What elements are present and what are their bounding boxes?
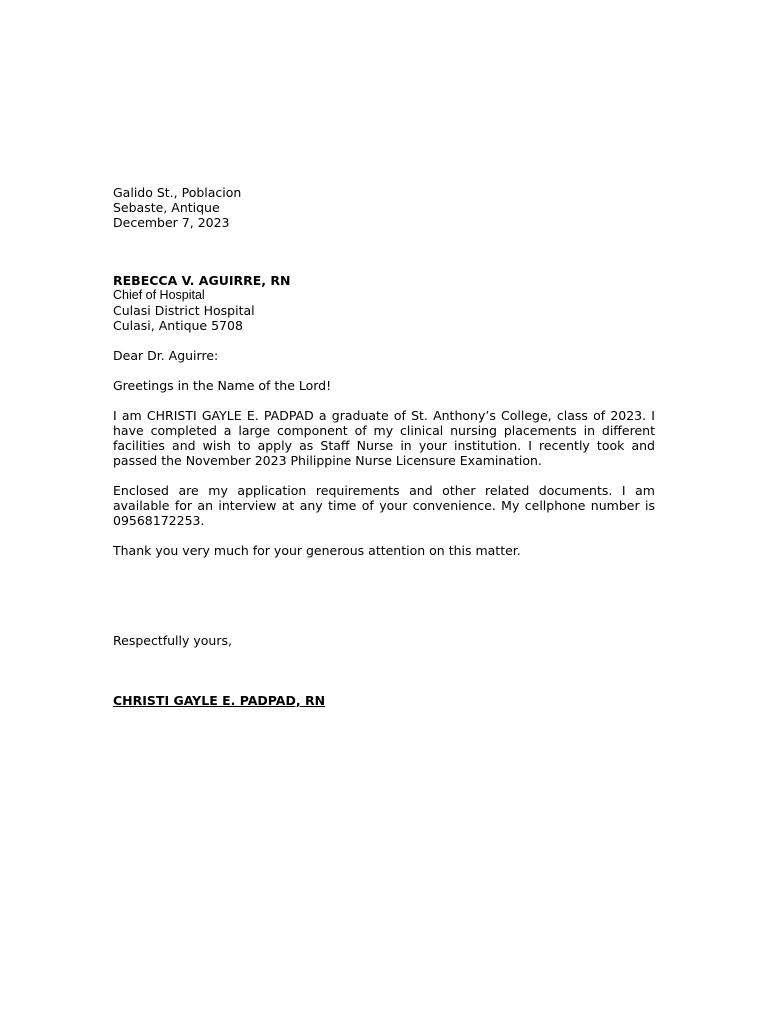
recipient-name: REBECCA V. AGUIRRE, RN <box>113 273 291 288</box>
recipient-institution: Culasi District Hospital <box>113 303 255 318</box>
recipient-address-line: Culasi, Antique 5708 <box>113 318 243 333</box>
greeting: Greetings in the Name of the Lord! <box>113 378 332 393</box>
sender-town: Sebaste, Antique <box>113 200 220 215</box>
letter-date: December 7, 2023 <box>113 215 230 230</box>
recipient-address <box>113 273 655 333</box>
recipient-position: Chief of Hospital <box>113 288 205 302</box>
body-paragraph-1: I am CHRISTI GAYLE E. PADPAD a graduate of St. Anthony’s College, class of 2023. I have completed a large component of my clinical nursing placements in different facilities and wish to apply as Staff Nurse in your institution. I recently took and passed the November 2023 Philippine Nurse Licensure Examination. <box>113 408 655 468</box>
sender-street: Galido St., Poblacion <box>113 185 242 200</box>
closing: Respectfully yours, <box>113 633 232 648</box>
letter-content <box>113 185 655 708</box>
body-paragraph-3: Thank you very much for your generous attention on this matter. <box>113 543 521 558</box>
sender-address <box>113 185 655 230</box>
salutation: Dear Dr. Aguirre: <box>113 348 219 363</box>
signature-name: CHRISTI GAYLE E. PADPAD, RN <box>113 693 326 708</box>
body-paragraph-2: Enclosed are my application requirements and other related documents. I am available for an interview at any time of your convenience. My cellphone number is 09568172253. <box>113 483 655 528</box>
